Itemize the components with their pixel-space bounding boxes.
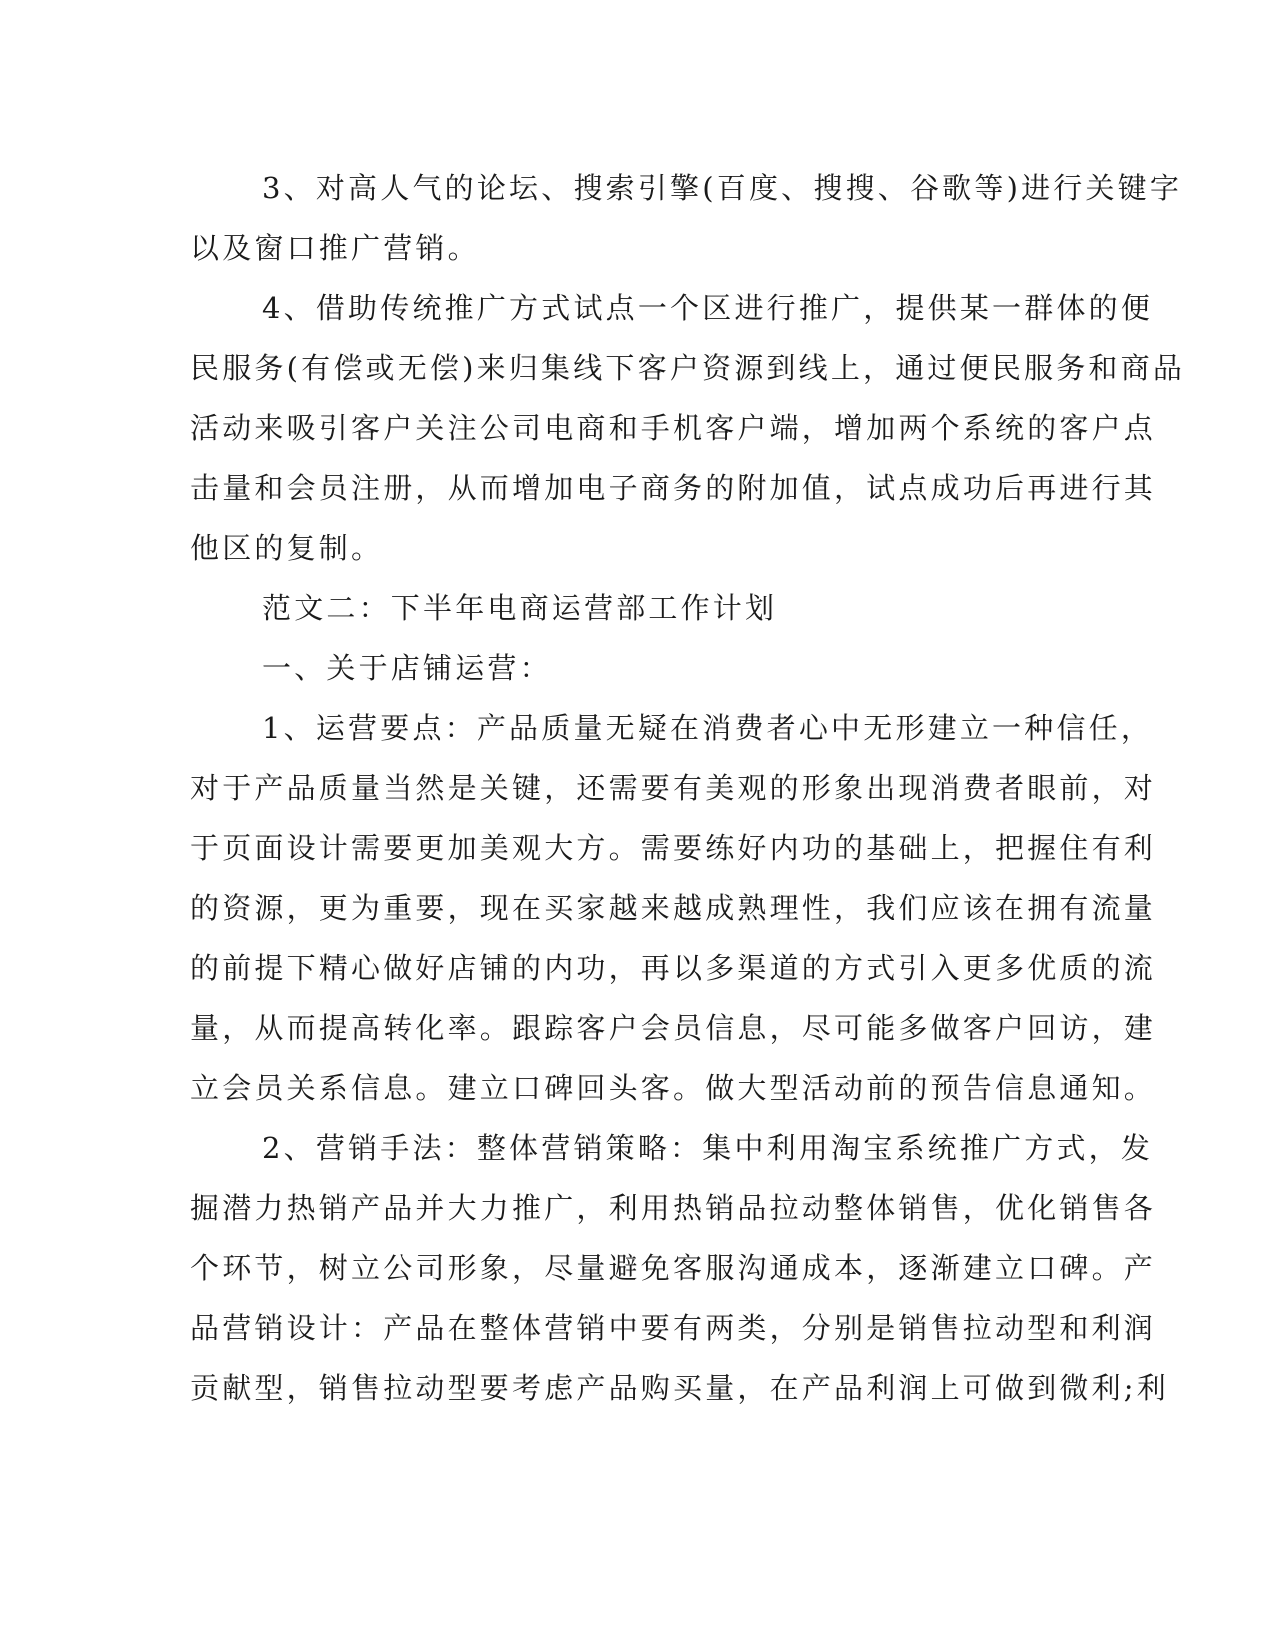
marketing-paragraph-line-1: 2、营销手法：整体营销策略：集中利用淘宝系统推广方式，发 bbox=[262, 1131, 1154, 1165]
marketing-paragraph-line-5: 贡献型，销售拉动型要考虑产品购买量，在产品利润上可做到微利;利 bbox=[190, 1371, 1169, 1405]
document-body bbox=[190, 158, 1186, 1418]
paragraph-4-line-4: 击量和会员注册，从而增加电子商务的附加值，试点成功后再进行其 bbox=[190, 471, 1157, 505]
marketing-paragraph-line-3: 个环节，树立公司形象，尽量避免客服沟通成本，逐渐建立口碑。产 bbox=[190, 1251, 1157, 1285]
paragraph-4-line-5: 他区的复制。 bbox=[190, 531, 384, 565]
paragraph-4-line-1: 4、借助传统推广方式试点一个区进行推广，提供某一群体的便 bbox=[262, 291, 1154, 325]
operations-paragraph-line-7: 立会员关系信息。建立口碑回头客。做大型活动前的预告信息通知。 bbox=[190, 1071, 1157, 1105]
subsection-heading: 一、关于店铺运营： bbox=[262, 651, 552, 685]
paragraph-4-line-2: 民服务(有偿或无偿)来归集线下客户资源到线上，通过便民服务和商品 bbox=[190, 351, 1186, 385]
marketing-paragraph-line-4: 品营销设计：产品在整体营销中要有两类，分别是销售拉动型和利润 bbox=[190, 1311, 1157, 1345]
operations-paragraph-line-2: 对于产品质量当然是关键，还需要有美观的形象出现消费者眼前，对 bbox=[190, 771, 1157, 805]
operations-paragraph-line-5: 的前提下精心做好店铺的内功，再以多渠道的方式引入更多优质的流 bbox=[190, 951, 1157, 985]
paragraph-3-line-1: 3、对高人气的论坛、搜索引擎(百度、搜搜、谷歌等)进行关键字 bbox=[262, 171, 1183, 205]
operations-paragraph-line-4: 的资源，更为重要，现在买家越来越成熟理性，我们应该在拥有流量 bbox=[190, 891, 1157, 925]
section-heading: 范文二：下半年电商运营部工作计划 bbox=[262, 591, 778, 625]
operations-paragraph-line-3: 于页面设计需要更加美观大方。需要练好内功的基础上，把握住有利 bbox=[190, 831, 1157, 865]
marketing-paragraph-line-2: 掘潜力热销产品并大力推广，利用热销品拉动整体销售，优化销售各 bbox=[190, 1191, 1157, 1225]
paragraph-4-line-3: 活动来吸引客户关注公司电商和手机客户端，增加两个系统的客户点 bbox=[190, 411, 1157, 445]
operations-paragraph-line-6: 量，从而提高转化率。跟踪客户会员信息，尽可能多做客户回访，建 bbox=[190, 1011, 1157, 1045]
paragraph-3-line-2: 以及窗口推广营销。 bbox=[190, 231, 480, 265]
operations-paragraph-line-1: 1、运营要点：产品质量无疑在消费者心中无形建立一种信任， bbox=[262, 711, 1154, 745]
